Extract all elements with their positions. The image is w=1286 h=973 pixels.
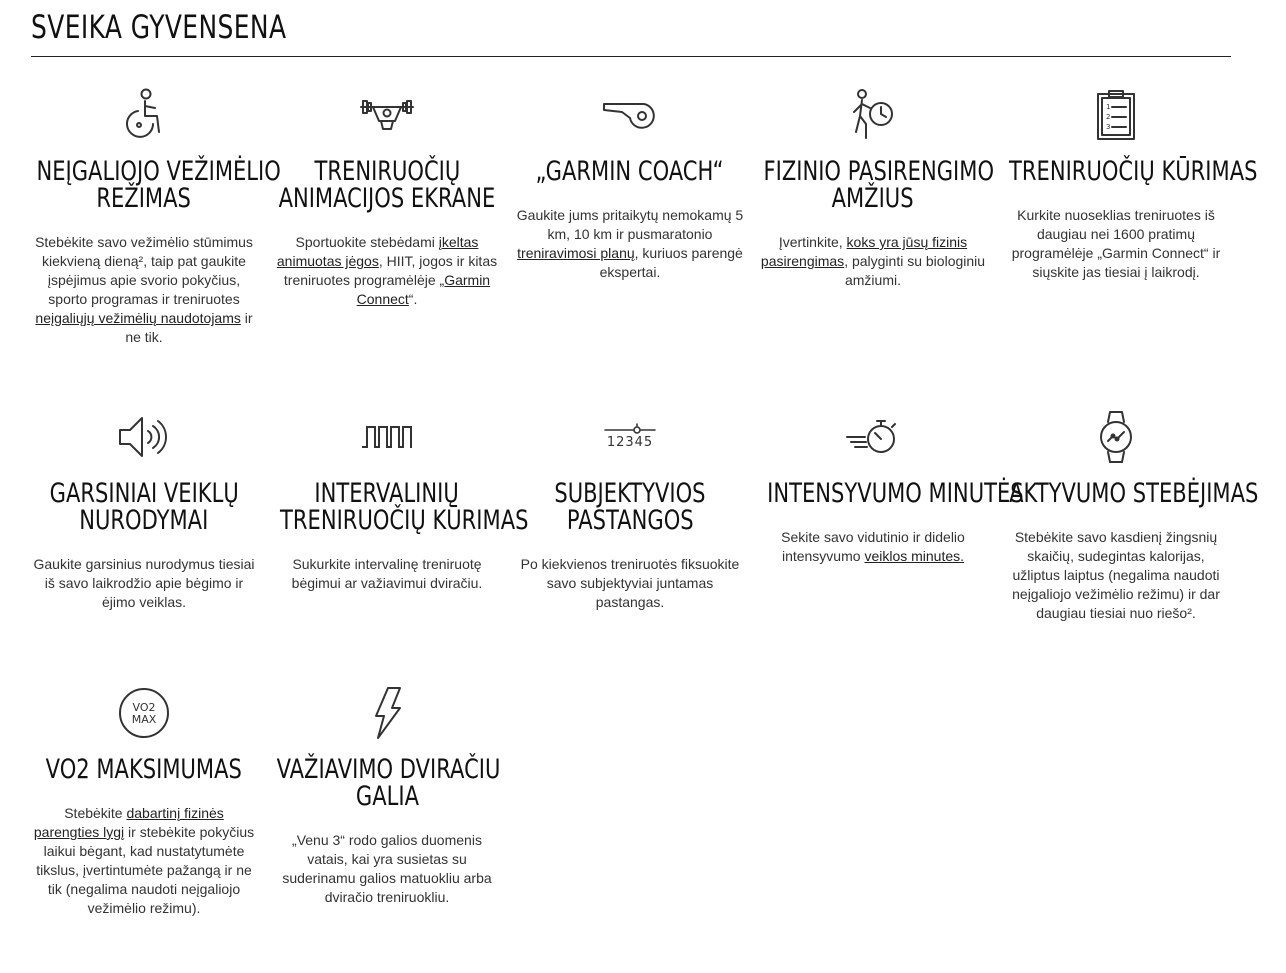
interval-wave-icon — [265, 406, 509, 468]
feature-title: AKTYVUMO STEBĖJIMAS — [1009, 478, 1259, 509]
watch-icon — [994, 406, 1238, 468]
feature-description: Sportuokite stebėdami įkeltas animuotas jėgos, HIIT, jogos ir kitas treniruotes programėlėje „Garmin Connect“. — [276, 234, 498, 307]
activity-minutes-link[interactable]: veiklos minutes. — [864, 548, 965, 564]
whistle-icon — [508, 84, 752, 146]
clipboard-icon — [994, 84, 1238, 146]
vo2max-icon — [22, 682, 266, 744]
training-plans-link[interactable]: treniravimosi planų — [517, 245, 635, 261]
weightlifting-icon — [265, 84, 509, 146]
garmin-connect-link[interactable]: „Garmin Connect — [356, 272, 491, 307]
svg-text:2: 2 — [1106, 113, 1111, 121]
svg-text:3: 3 — [1106, 123, 1111, 131]
feature-title: FIZINIO PASIRENGIMO AMŽIUS — [763, 156, 995, 214]
vo2-badge-line1: VO2 — [132, 701, 156, 714]
feature-title: NEĮGALIOJO VEŽIMĖLIO REŽIMAS — [36, 156, 281, 214]
feature-title: VAŽIAVIMO DVIRAČIU GALIA — [276, 754, 501, 812]
feature-description: Kurkite nuoseklias treniruotes iš daugiau nei 1600 pratimų programėlėje „Garmin Connect“ ir siųskite jas tiesiai į laikrodį. — [1011, 207, 1221, 280]
lightning-icon — [265, 682, 509, 744]
fitness-level-current-link[interactable]: dabartinį fizinės parengties lygį — [33, 805, 224, 840]
feature-description: Sekite savo vidutinio ir didelio intensyvumo veiklos minutes. — [781, 529, 965, 564]
feature-description: Stebėkite savo kasdienį žingsnių skaičių, sudegintas kalorijas, užliptus laiptus (negalima naudoti neįgaliojo vežimėlio režimu) ir dar daugiau tiesiai nuo riešo². — [1012, 529, 1220, 621]
stopwatch-speed-icon — [751, 406, 995, 468]
feature-description: Sukurkite intervalinę treniruotę bėgimui ar važiavimui dviračiu. — [291, 556, 483, 591]
feature-title: TRENIRUOČIŲ ANIMACIJOS EKRANE — [278, 156, 496, 214]
feature-title: „GARMIN COACH“ — [535, 156, 725, 187]
feature-description: Gaukite jums pritaikytų nemokamų 5 km, 10 km ir pusmaratonio treniravimosi planų, kuriuos parengė ekspertai. — [516, 207, 744, 280]
feature-title: VO2 MAKSIMUMAS — [45, 754, 243, 785]
runner-clock-icon — [751, 84, 995, 146]
feature-description: Gaukite garsinius nurodymus tiesiai iš savo laikrodžio apie bėgimo ir ėjimo veiklas. — [33, 556, 255, 610]
effort-scale-icon — [508, 406, 752, 468]
feature-description: Po kiekvienos treniruotės fiksuokite savo subjektyviai juntamas pastangas. — [520, 556, 740, 610]
effort-scale-label: 12345 — [606, 435, 654, 450]
fitness-level-link[interactable]: koks yra jūsų fizinis pasirengimas — [760, 234, 968, 269]
feature-title: SUBJEKTYVIOS PASTANGOS — [554, 478, 706, 536]
section-title: SVEIKA GYVENSENA — [31, 8, 287, 46]
feature-description: Stebėkite savo vežimėlio stūmimus kiekvieną dieną², taip pat gaukite įspėjimus apie svorio pokyčius, sporto programas ir treniruotes neįgaliųjų vežimėlių naudotojams ir ne tik. — [35, 234, 253, 345]
animated-strength-link[interactable]: įkeltas animuotas jėgos — [276, 234, 479, 269]
feature-description: Stebėkite dabartinį fizinės parengties lygį ir stebėkite pokyčius laikui bėgant, kad nustatytumėte tikslus, įvertintumėte pažangą ir ne tik (negalima naudoti neįgaliojo vežimėlio režimu). — [33, 805, 255, 916]
feature-title: GARSINIAI VEIKLŲ NURODYMAI — [49, 478, 239, 536]
speaker-icon — [22, 406, 266, 468]
feature-description: „Venu 3“ rodo galios duomenis vatais, kai yra susietas su suderinamu galios matuokliu arba dviračio treniruokliu. — [282, 832, 492, 905]
feature-title: TRENIRUOČIŲ KŪRIMAS — [1009, 156, 1258, 187]
wheelchair-icon — [22, 84, 266, 146]
vo2-badge-line2: MAX — [131, 713, 157, 726]
title-divider — [31, 56, 1231, 57]
feature-title: INTENSYVUMO MINUTĖS — [767, 478, 1024, 509]
svg-text:1: 1 — [1106, 103, 1111, 111]
feature-title: INTERVALINIŲ TRENIRUOČIŲ KŪRIMAS — [280, 478, 529, 536]
feature-description: Įvertinkite, koks yra jūsų fizinis pasirengimas, palyginti su biologiniu amžiumi. — [760, 234, 986, 288]
wheelchair-users-link[interactable]: neįgaliųjų vežimėlių naudotojams — [35, 310, 241, 326]
